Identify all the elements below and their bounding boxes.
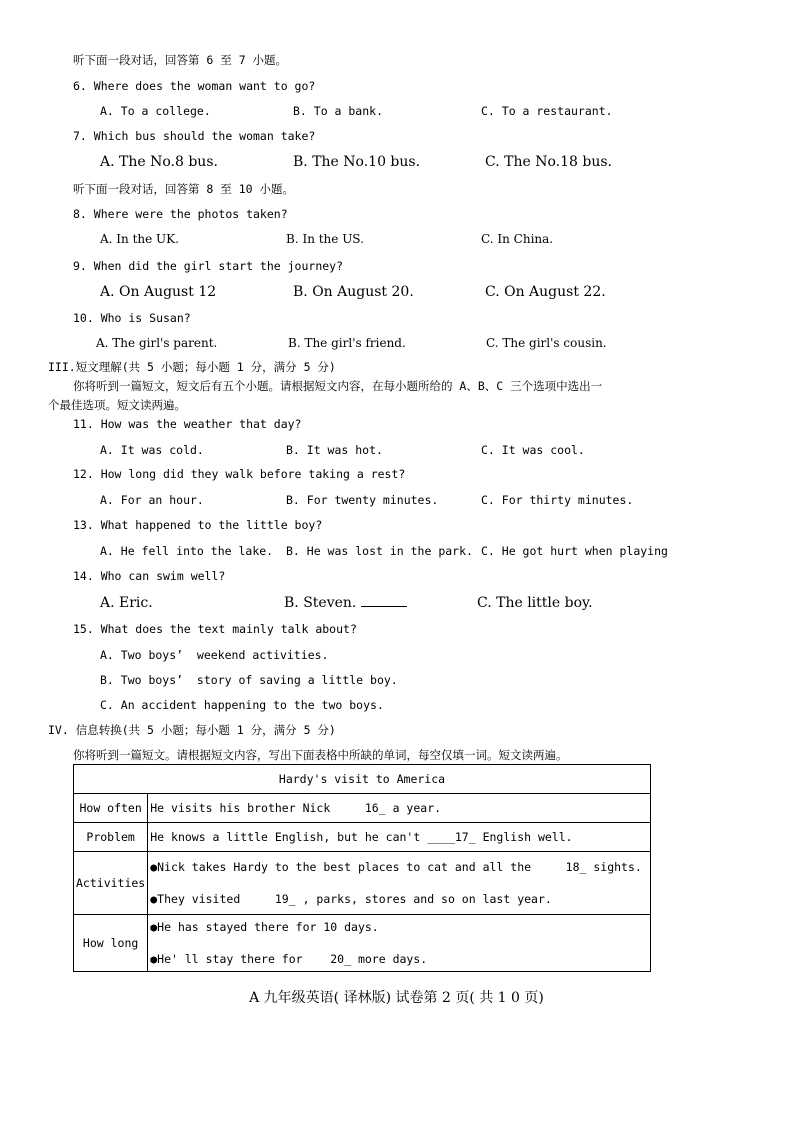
- section-4-instructions: 你将听到一篇短文。请根据短文内容，写出下面表格中所缺的单词，每空仅填一词。短文读两遍。: [73, 748, 568, 762]
- q7-option-b: B. The No.10 bus.: [293, 154, 421, 170]
- how-long-line-1: ●He has stayed there for 10 days.: [150, 920, 379, 934]
- q14-option-b: B. Steven.: [284, 594, 407, 612]
- q14-option-a: A. Eric.: [100, 595, 153, 611]
- row-cell-how-long: [148, 915, 651, 972]
- question-8: 8. Where were the photos taken?: [73, 207, 288, 221]
- question-10: 10. Who is Susan?: [73, 311, 191, 325]
- q11-option-c: C. It was cool.: [481, 443, 585, 457]
- q10-option-b: B. The girl's friend.: [288, 336, 406, 350]
- q13-option-c: C. He got hurt when playing: [481, 544, 668, 558]
- question-13: 13. What happened to the little boy?: [73, 518, 323, 532]
- q13-option-b: B. He was lost in the park.: [286, 544, 473, 558]
- table-title: Hardy's visit to America: [74, 765, 651, 794]
- question-15: 15. What does the text mainly talk about?: [73, 622, 357, 636]
- question-7: 7. Which bus should the woman take?: [73, 129, 316, 143]
- row-cell-activities: [148, 852, 651, 915]
- q9-option-a: A. On August 12: [100, 284, 217, 300]
- q11-option-a: A. It was cold.: [100, 443, 204, 457]
- question-9: 9. When did the girl start the journey?: [73, 259, 344, 273]
- how-long-line-2: ●He' ll stay there for 20_ more days.: [150, 952, 428, 966]
- q7-option-a: A. The No.8 bus.: [100, 154, 218, 170]
- section-3-title: III.短文理解(共 5 小题；每小题 1 分，满分 5 分): [48, 360, 336, 374]
- row-label-activities: Activities: [74, 852, 148, 915]
- dialog-intro-8-10: 听下面一段对话，回答第 8 至 10 小题。: [73, 182, 294, 196]
- q10-option-a: A. The girl's parent.: [96, 336, 218, 350]
- activities-line-1: ●Nick takes Hardy to the best places to cat and all the 18_ sights.: [150, 860, 642, 874]
- page-footer: A 九年级英语( 译林版) 试卷第 2 页( 共 1 0 页): [249, 990, 544, 1006]
- question-6: 6. Where does the woman want to go?: [73, 79, 316, 93]
- section-4-title: IV. 信息转换(共 5 小题；每小题 1 分，满分 5 分): [48, 723, 336, 737]
- q14-option-c: C. The little boy.: [477, 595, 593, 611]
- dialog-intro-6-7: 听下面一段对话，回答第 6 至 7 小题。: [73, 53, 288, 67]
- q12-option-b: B. For twenty minutes.: [286, 493, 439, 507]
- q12-option-c: C. For thirty minutes.: [481, 493, 634, 507]
- q13-option-a: A. He fell into the lake.: [100, 544, 274, 558]
- question-14: 14. Who can swim well?: [73, 569, 226, 583]
- question-11: 11. How was the weather that day?: [73, 417, 302, 431]
- q11-option-b: B. It was hot.: [286, 443, 383, 457]
- q9-option-c: C. On August 22.: [485, 284, 606, 300]
- answer-blank: [361, 594, 407, 607]
- q8-option-c: C. In China.: [481, 232, 554, 246]
- row-text-how-often: He visits his brother Nick 16_ a year.: [148, 794, 651, 823]
- q8-option-b: B. In the US.: [286, 232, 364, 246]
- q6-option-c: C. To a restaurant.: [481, 104, 613, 118]
- q8-option-a: A. In the UK.: [100, 232, 179, 246]
- q10-option-c: C. The girl's cousin.: [486, 336, 607, 350]
- q12-option-a: A. For an hour.: [100, 493, 204, 507]
- q6-option-b: B. To a bank.: [293, 104, 384, 118]
- row-text-problem: He knows a little English, but he can't ____17_ English well.: [148, 823, 651, 852]
- q7-option-c: C. The No.18 bus.: [485, 154, 612, 170]
- row-label-problem: Problem: [74, 823, 148, 852]
- q15-option-a: A. Two boys’ weekend activities.: [100, 648, 329, 662]
- q6-option-a: A. To a college.: [100, 104, 211, 118]
- q15-option-c: C. An accident happening to the two boys.: [100, 698, 384, 712]
- info-table: [73, 764, 651, 972]
- section-3-instructions-cont: 个最佳选项。短文读两遍。: [48, 398, 186, 412]
- q9-option-b: B. On August 20.: [293, 284, 414, 300]
- row-label-how-long: How long: [74, 915, 148, 972]
- row-label-how-often: How often: [74, 794, 148, 823]
- activities-line-2: ●They visited 19_ , parks, stores and so on last year.: [150, 892, 552, 906]
- q15-option-b: B. Two boys’ story of saving a little boy.: [100, 673, 398, 687]
- section-3-instructions: 你将听到一篇短文，短文后有五个小题。请根据短文内容，在每小题所给的 A、B、C 三个选项中选出一: [73, 379, 603, 393]
- question-12: 12. How long did they walk before taking a rest?: [73, 467, 406, 481]
